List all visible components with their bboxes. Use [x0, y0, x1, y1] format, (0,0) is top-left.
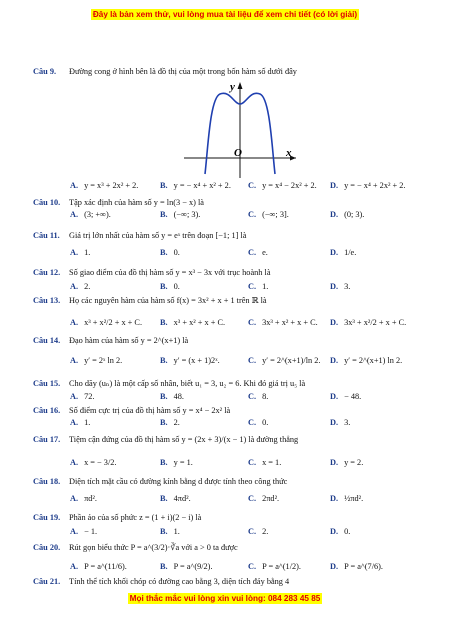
y-axis-arrow — [238, 82, 243, 89]
option-a[interactable]: A. 72. — [70, 392, 95, 401]
question-text: Cho dãy (uₙ) là một cấp số nhân, biết u₁ = 3, u₂ = 6. Khi đó giá trị u₅ là — [69, 379, 306, 388]
option-letter: B. — [160, 562, 168, 571]
option-letter: B. — [160, 248, 168, 257]
option-letter: C. — [248, 181, 257, 190]
option-letter: D. — [330, 392, 339, 401]
question-text: Họ các nguyên hàm của hàm số f(x) = 3x² + x + 1 trên ℝ là — [69, 296, 267, 305]
option-letter: C. — [248, 494, 257, 503]
option-letter: B. — [160, 356, 168, 365]
option-d[interactable]: D. 1/e. — [330, 248, 357, 257]
option-letter: D. — [330, 248, 339, 257]
question-label: Câu 13. — [33, 296, 61, 305]
question-label: Câu 20. — [33, 543, 61, 552]
option-b[interactable]: B. y′ = (x + 1)2ˣ. — [160, 356, 220, 365]
option-d[interactable]: D. 3. — [330, 282, 351, 291]
option-letter: D. — [330, 318, 339, 327]
option-b[interactable]: B. y = 1. — [160, 458, 193, 467]
option-letter: C. — [248, 248, 257, 257]
option-letter: C. — [248, 356, 257, 365]
option-letter: A. — [70, 562, 79, 571]
option-a[interactable]: A. − 1. — [70, 527, 98, 536]
preview-banner — [0, 10, 450, 19]
option-b[interactable]: B. x³ + x² + x + C. — [160, 318, 226, 327]
question-label: Câu 11. — [33, 231, 60, 240]
option-a[interactable]: A. y = x³ + 2x² + 2. — [70, 181, 139, 190]
option-b[interactable]: B. P = a^(9/2). — [160, 562, 213, 571]
option-b[interactable]: B. 1. — [160, 527, 180, 536]
option-c[interactable]: C. y′ = 2^(x+1)/ln 2. — [248, 356, 321, 365]
option-a[interactable]: A. x³ + x²/2 + x + C. — [70, 318, 143, 327]
option-c[interactable]: C. 0. — [248, 418, 269, 427]
y-axis-label: y — [230, 81, 235, 93]
question-text: Giá trị lớn nhất của hàm số y = eˣ trên đoạn [−1; 1] là — [69, 231, 247, 240]
question-text: Tập xác định của hàm số y = ln(3 − x) là — [69, 198, 204, 207]
option-a[interactable]: A. y′ = 2ˣ ln 2. — [70, 356, 123, 365]
option-b[interactable]: B. y = − x⁴ + x² + 2. — [160, 181, 231, 190]
preview-banner-text: Đây là bản xem thử, vui lòng mua tài liệu để xem chi tiết (có lời giải) — [92, 10, 358, 19]
option-c[interactable]: C. 1. — [248, 282, 269, 291]
option-letter: A. — [70, 494, 79, 503]
option-b[interactable]: B. 48. — [160, 392, 184, 401]
question-text: Phần ảo của số phức z = (1 + i)(2 − i) là — [69, 513, 202, 522]
option-b[interactable]: B. 0. — [160, 282, 180, 291]
option-a[interactable]: A. (3; +∞). — [70, 210, 111, 219]
option-a[interactable]: A. 2. — [70, 282, 91, 291]
option-d[interactable]: D. P = a^(7/6). — [330, 562, 383, 571]
option-c[interactable]: C. 2πd². — [248, 494, 280, 503]
option-b[interactable]: B. 0. — [160, 248, 180, 257]
question-text: Tiệm cận đứng của đồ thị hàm số y = (2x + 3)/(x − 1) là đường thẳng — [69, 435, 299, 444]
option-d[interactable]: D. y′ = 2^(x+1) ln 2. — [330, 356, 403, 365]
option-c[interactable]: C. 2. — [248, 527, 269, 536]
origin-label: O — [234, 147, 242, 159]
option-letter: D. — [330, 356, 339, 365]
contact-banner — [0, 594, 450, 603]
option-c[interactable]: C. 8. — [248, 392, 269, 401]
option-letter: A. — [70, 527, 79, 536]
option-letter: A. — [70, 418, 79, 427]
question-text: Số giao điểm của đồ thị hàm số y = x³ − 3x với trục hoành là — [69, 268, 271, 277]
option-letter: C. — [248, 392, 257, 401]
option-c[interactable]: C. x = 1. — [248, 458, 282, 467]
option-letter: A. — [70, 356, 79, 365]
option-letter: B. — [160, 210, 168, 219]
option-letter: C. — [248, 527, 257, 536]
option-letter: A. — [70, 210, 79, 219]
option-letter: D. — [330, 562, 339, 571]
option-b[interactable]: B. 2. — [160, 418, 180, 427]
option-b[interactable]: B. 4πd². — [160, 494, 191, 503]
option-letter: C. — [248, 318, 257, 327]
option-letter: A. — [70, 282, 79, 291]
option-b[interactable]: B. (−∞; 3). — [160, 210, 201, 219]
x-axis-label: x — [286, 147, 292, 159]
option-c[interactable]: C. 3x³ + x² + x + C. — [248, 318, 318, 327]
question-label: Câu 18. — [33, 477, 61, 486]
option-d[interactable]: D. 0. — [330, 527, 351, 536]
option-letter: A. — [70, 458, 79, 467]
option-d[interactable]: D. − 48. — [330, 392, 362, 401]
option-a[interactable]: A. 1. — [70, 418, 91, 427]
option-c[interactable]: C. e. — [248, 248, 268, 257]
option-letter: A. — [70, 392, 79, 401]
option-letter: B. — [160, 494, 168, 503]
option-letter: D. — [330, 210, 339, 219]
question-label: Câu 15. — [33, 379, 61, 388]
question-label: Câu 10. — [33, 198, 61, 207]
option-d[interactable]: D. y = 2. — [330, 458, 364, 467]
option-letter: D. — [330, 527, 339, 536]
option-d[interactable]: D. 3. — [330, 418, 351, 427]
option-letter: A. — [70, 318, 79, 327]
question-label: Câu 16. — [33, 406, 61, 415]
option-d[interactable]: D. ½πd². — [330, 494, 364, 503]
question-label: Câu 19. — [33, 513, 61, 522]
option-d[interactable]: D. 3x³ + x²/2 + x + C. — [330, 318, 407, 327]
question-label: Câu 17. — [33, 435, 61, 444]
function-graph — [180, 78, 300, 180]
option-letter: D. — [330, 494, 339, 503]
option-a[interactable]: A. 1. — [70, 248, 91, 257]
option-letter: B. — [160, 282, 168, 291]
question-text: Số điểm cực trị của đồ thị hàm số y = x⁴ − 2x² là — [69, 406, 231, 415]
option-c[interactable]: C. P = a^(1/2). — [248, 562, 301, 571]
option-d[interactable]: D. y = − x⁴ + 2x² + 2. — [330, 181, 406, 190]
question-text: Diện tích mặt cầu có đường kính bằng d được tính theo công thức — [69, 477, 288, 486]
option-d[interactable]: D. (0; 3). — [330, 210, 365, 219]
question-label: Câu 14. — [33, 336, 61, 345]
option-a[interactable]: A. x = − 3/2. — [70, 458, 117, 467]
question-label: Câu 21. — [33, 577, 61, 586]
option-letter: A. — [70, 248, 79, 257]
option-c[interactable]: C. (−∞; 3]. — [248, 210, 289, 219]
question-label: Câu 12. — [33, 268, 61, 277]
option-letter: B. — [160, 181, 168, 190]
option-letter: D. — [330, 458, 339, 467]
option-letter: C. — [248, 458, 257, 467]
question-text: Đường cong ở hình bên là đồ thị của một trong bốn hàm số dưới đây — [69, 67, 297, 76]
option-letter: C. — [248, 282, 257, 291]
question-text: Rút gọn biểu thức P = a^(3/2)·∛a với a > 0 ta được — [69, 543, 238, 552]
option-a[interactable]: A. πd². — [70, 494, 97, 503]
option-letter: B. — [160, 458, 168, 467]
option-letter: D. — [330, 418, 339, 427]
option-letter: B. — [160, 418, 168, 427]
question-text: Tính thể tích khối chóp có đường cao bằng 3, diện tích đáy bằng 4 — [69, 577, 290, 586]
option-letter: B. — [160, 318, 168, 327]
contact-banner-text: Mọi thắc mắc vui lòng xin vui lòng: 084 283 45 85 — [129, 594, 321, 603]
question-text: Đạo hàm của hàm số y = 2^(x+1) là — [69, 336, 189, 345]
option-letter: B. — [160, 392, 168, 401]
option-letter: C. — [248, 210, 257, 219]
option-letter: C. — [248, 562, 257, 571]
option-letter: A. — [70, 181, 79, 190]
option-a[interactable]: A. P = a^(11/6). — [70, 562, 127, 571]
question-label: Câu 9. — [33, 67, 57, 76]
option-letter: C. — [248, 418, 257, 427]
option-letter: D. — [330, 282, 339, 291]
option-c[interactable]: C. y = x⁴ − 2x² + 2. — [248, 181, 317, 190]
option-letter: D. — [330, 181, 339, 190]
option-letter: B. — [160, 527, 168, 536]
